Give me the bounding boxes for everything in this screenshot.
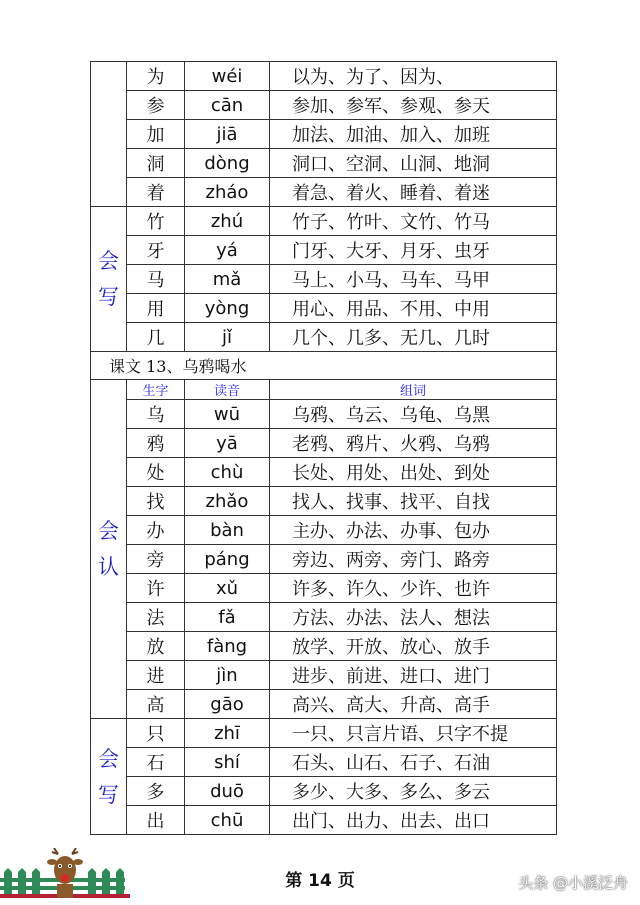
vocab-row bbox=[91, 400, 557, 429]
vocab-row bbox=[91, 236, 557, 265]
header-char: 生字 bbox=[127, 380, 185, 400]
group-label-cell bbox=[91, 207, 127, 352]
words-cell: 洞口、空洞、山洞、地洞 bbox=[270, 149, 557, 178]
pinyin-cell: yá bbox=[185, 236, 270, 265]
char-cell: 进 bbox=[127, 661, 185, 690]
vocab-row bbox=[91, 323, 557, 352]
group-label-char: 写 bbox=[98, 285, 119, 309]
lesson-title: 课文 13、乌鸦喝水 bbox=[91, 352, 557, 380]
pinyin-cell: fǎ bbox=[185, 603, 270, 632]
vocab-row bbox=[91, 603, 557, 632]
words-cell: 参加、参军、参观、参天 bbox=[270, 91, 557, 120]
vocab-row bbox=[91, 207, 557, 236]
char-cell: 办 bbox=[127, 516, 185, 545]
vocab-row bbox=[91, 545, 557, 574]
group-label-char: 写 bbox=[98, 782, 119, 807]
char-cell: 着 bbox=[127, 178, 185, 207]
pinyin-cell: cān bbox=[185, 91, 270, 120]
vocab-row bbox=[91, 690, 557, 719]
char-cell: 旁 bbox=[127, 545, 185, 574]
words-cell: 以为、为了、因为、 bbox=[270, 62, 557, 91]
words-cell: 乌鸦、乌云、乌龟、乌黑 bbox=[270, 400, 557, 429]
char-cell: 高 bbox=[127, 690, 185, 719]
char-cell: 几 bbox=[127, 323, 185, 352]
vocab-row bbox=[91, 487, 557, 516]
char-cell: 鸦 bbox=[127, 429, 185, 458]
char-cell: 用 bbox=[127, 294, 185, 323]
char-cell: 许 bbox=[127, 574, 185, 603]
pinyin-cell: páng bbox=[185, 545, 270, 574]
pinyin-cell: chù bbox=[185, 458, 270, 487]
words-cell: 用心、用品、不用、中用 bbox=[270, 294, 557, 323]
pinyin-cell: jiā bbox=[185, 120, 270, 149]
page-number: 第 14 页 bbox=[285, 871, 355, 891]
pinyin-cell: jìn bbox=[185, 661, 270, 690]
vocab-row bbox=[91, 294, 557, 323]
char-cell: 出 bbox=[127, 806, 185, 835]
words-cell: 马上、小马、马车、马甲 bbox=[270, 265, 557, 294]
char-cell: 多 bbox=[127, 777, 185, 806]
words-cell: 多少、大多、多么、多云 bbox=[270, 777, 557, 806]
words-cell: 旁边、两旁、旁门、路旁 bbox=[270, 545, 557, 574]
pinyin-cell: zhú bbox=[185, 207, 270, 236]
pinyin-cell: chū bbox=[185, 806, 270, 835]
pinyin-cell: duō bbox=[185, 777, 270, 806]
vocab-row bbox=[91, 748, 557, 777]
watermark: 头条 @小溪泛舟 bbox=[518, 874, 628, 892]
group-label-cell bbox=[91, 380, 127, 719]
char-cell: 牙 bbox=[127, 236, 185, 265]
group-label-char: 会 bbox=[98, 519, 119, 543]
words-cell: 出门、出力、出去、出口 bbox=[270, 806, 557, 835]
words-cell: 着急、着火、睡着、着迷 bbox=[270, 178, 557, 207]
char-cell: 参 bbox=[127, 91, 185, 120]
char-cell: 处 bbox=[127, 458, 185, 487]
pinyin-cell: gāo bbox=[185, 690, 270, 719]
vocab-row bbox=[91, 574, 557, 603]
vocab-row bbox=[91, 429, 557, 458]
group-label-cell bbox=[91, 62, 127, 207]
header-words: 组词 bbox=[270, 380, 557, 400]
vocab-row bbox=[91, 149, 557, 178]
pinyin-cell: jǐ bbox=[185, 323, 270, 352]
pinyin-cell: wū bbox=[185, 400, 270, 429]
vocab-row bbox=[91, 516, 557, 545]
char-cell: 洞 bbox=[127, 149, 185, 178]
char-cell: 放 bbox=[127, 632, 185, 661]
pinyin-cell: mǎ bbox=[185, 265, 270, 294]
words-cell: 门牙、大牙、月牙、虫牙 bbox=[270, 236, 557, 265]
pinyin-cell: xǔ bbox=[185, 574, 270, 603]
vocab-row bbox=[91, 91, 557, 120]
char-cell: 乌 bbox=[127, 400, 185, 429]
char-cell: 找 bbox=[127, 487, 185, 516]
words-cell: 加法、加油、加入、加班 bbox=[270, 120, 557, 149]
pinyin-cell: bàn bbox=[185, 516, 270, 545]
words-cell: 许多、许久、少许、也许 bbox=[270, 574, 557, 603]
pinyin-cell: zhǎo bbox=[185, 487, 270, 516]
vocab-row bbox=[91, 661, 557, 690]
char-cell: 竹 bbox=[127, 207, 185, 236]
words-cell: 进步、前进、进口、进门 bbox=[270, 661, 557, 690]
group-label-cell bbox=[91, 719, 127, 835]
words-cell: 几个、几多、无几、几时 bbox=[270, 323, 557, 352]
pinyin-cell: zháo bbox=[185, 178, 270, 207]
words-cell: 主办、办法、办事、包办 bbox=[270, 516, 557, 545]
pinyin-cell: fàng bbox=[185, 632, 270, 661]
pinyin-cell: zhī bbox=[185, 719, 270, 748]
vocab-row bbox=[91, 458, 557, 487]
char-cell: 马 bbox=[127, 265, 185, 294]
words-cell: 高兴、高大、升高、高手 bbox=[270, 690, 557, 719]
pinyin-cell: shí bbox=[185, 748, 270, 777]
words-cell: 放学、开放、放心、放手 bbox=[270, 632, 557, 661]
words-cell: 找人、找事、找平、自找 bbox=[270, 487, 557, 516]
words-cell: 方法、办法、法人、想法 bbox=[270, 603, 557, 632]
group-label-char: 认 bbox=[98, 555, 119, 579]
vocab-row bbox=[91, 719, 557, 748]
vocab-row bbox=[91, 806, 557, 835]
pinyin-cell: wéi bbox=[185, 62, 270, 91]
vocab-row bbox=[91, 120, 557, 149]
vocab-row bbox=[91, 265, 557, 294]
lesson-title-row bbox=[91, 352, 557, 380]
vocab-row bbox=[91, 178, 557, 207]
words-cell: 老鸦、鸦片、火鸦、乌鸦 bbox=[270, 429, 557, 458]
char-cell: 石 bbox=[127, 748, 185, 777]
char-cell: 只 bbox=[127, 719, 185, 748]
table-header-row bbox=[91, 380, 557, 400]
char-cell: 法 bbox=[127, 603, 185, 632]
vocab-row bbox=[91, 632, 557, 661]
group-label-char: 会 bbox=[98, 249, 119, 273]
char-cell: 加 bbox=[127, 120, 185, 149]
pinyin-cell: yòng bbox=[185, 294, 270, 323]
vocab-table bbox=[90, 61, 557, 835]
words-cell: 石头、山石、石子、石油 bbox=[270, 748, 557, 777]
char-cell: 为 bbox=[127, 62, 185, 91]
vocab-row bbox=[91, 62, 557, 91]
words-cell: 竹子、竹叶、文竹、竹马 bbox=[270, 207, 557, 236]
words-cell: 长处、用处、出处、到处 bbox=[270, 458, 557, 487]
pinyin-cell: yā bbox=[185, 429, 270, 458]
pinyin-cell: dòng bbox=[185, 149, 270, 178]
group-label-char: 会 bbox=[98, 746, 119, 771]
words-cell: 一只、只言片语、只字不提 bbox=[270, 719, 557, 748]
header-pinyin: 读音 bbox=[185, 380, 270, 400]
vocab-row bbox=[91, 777, 557, 806]
